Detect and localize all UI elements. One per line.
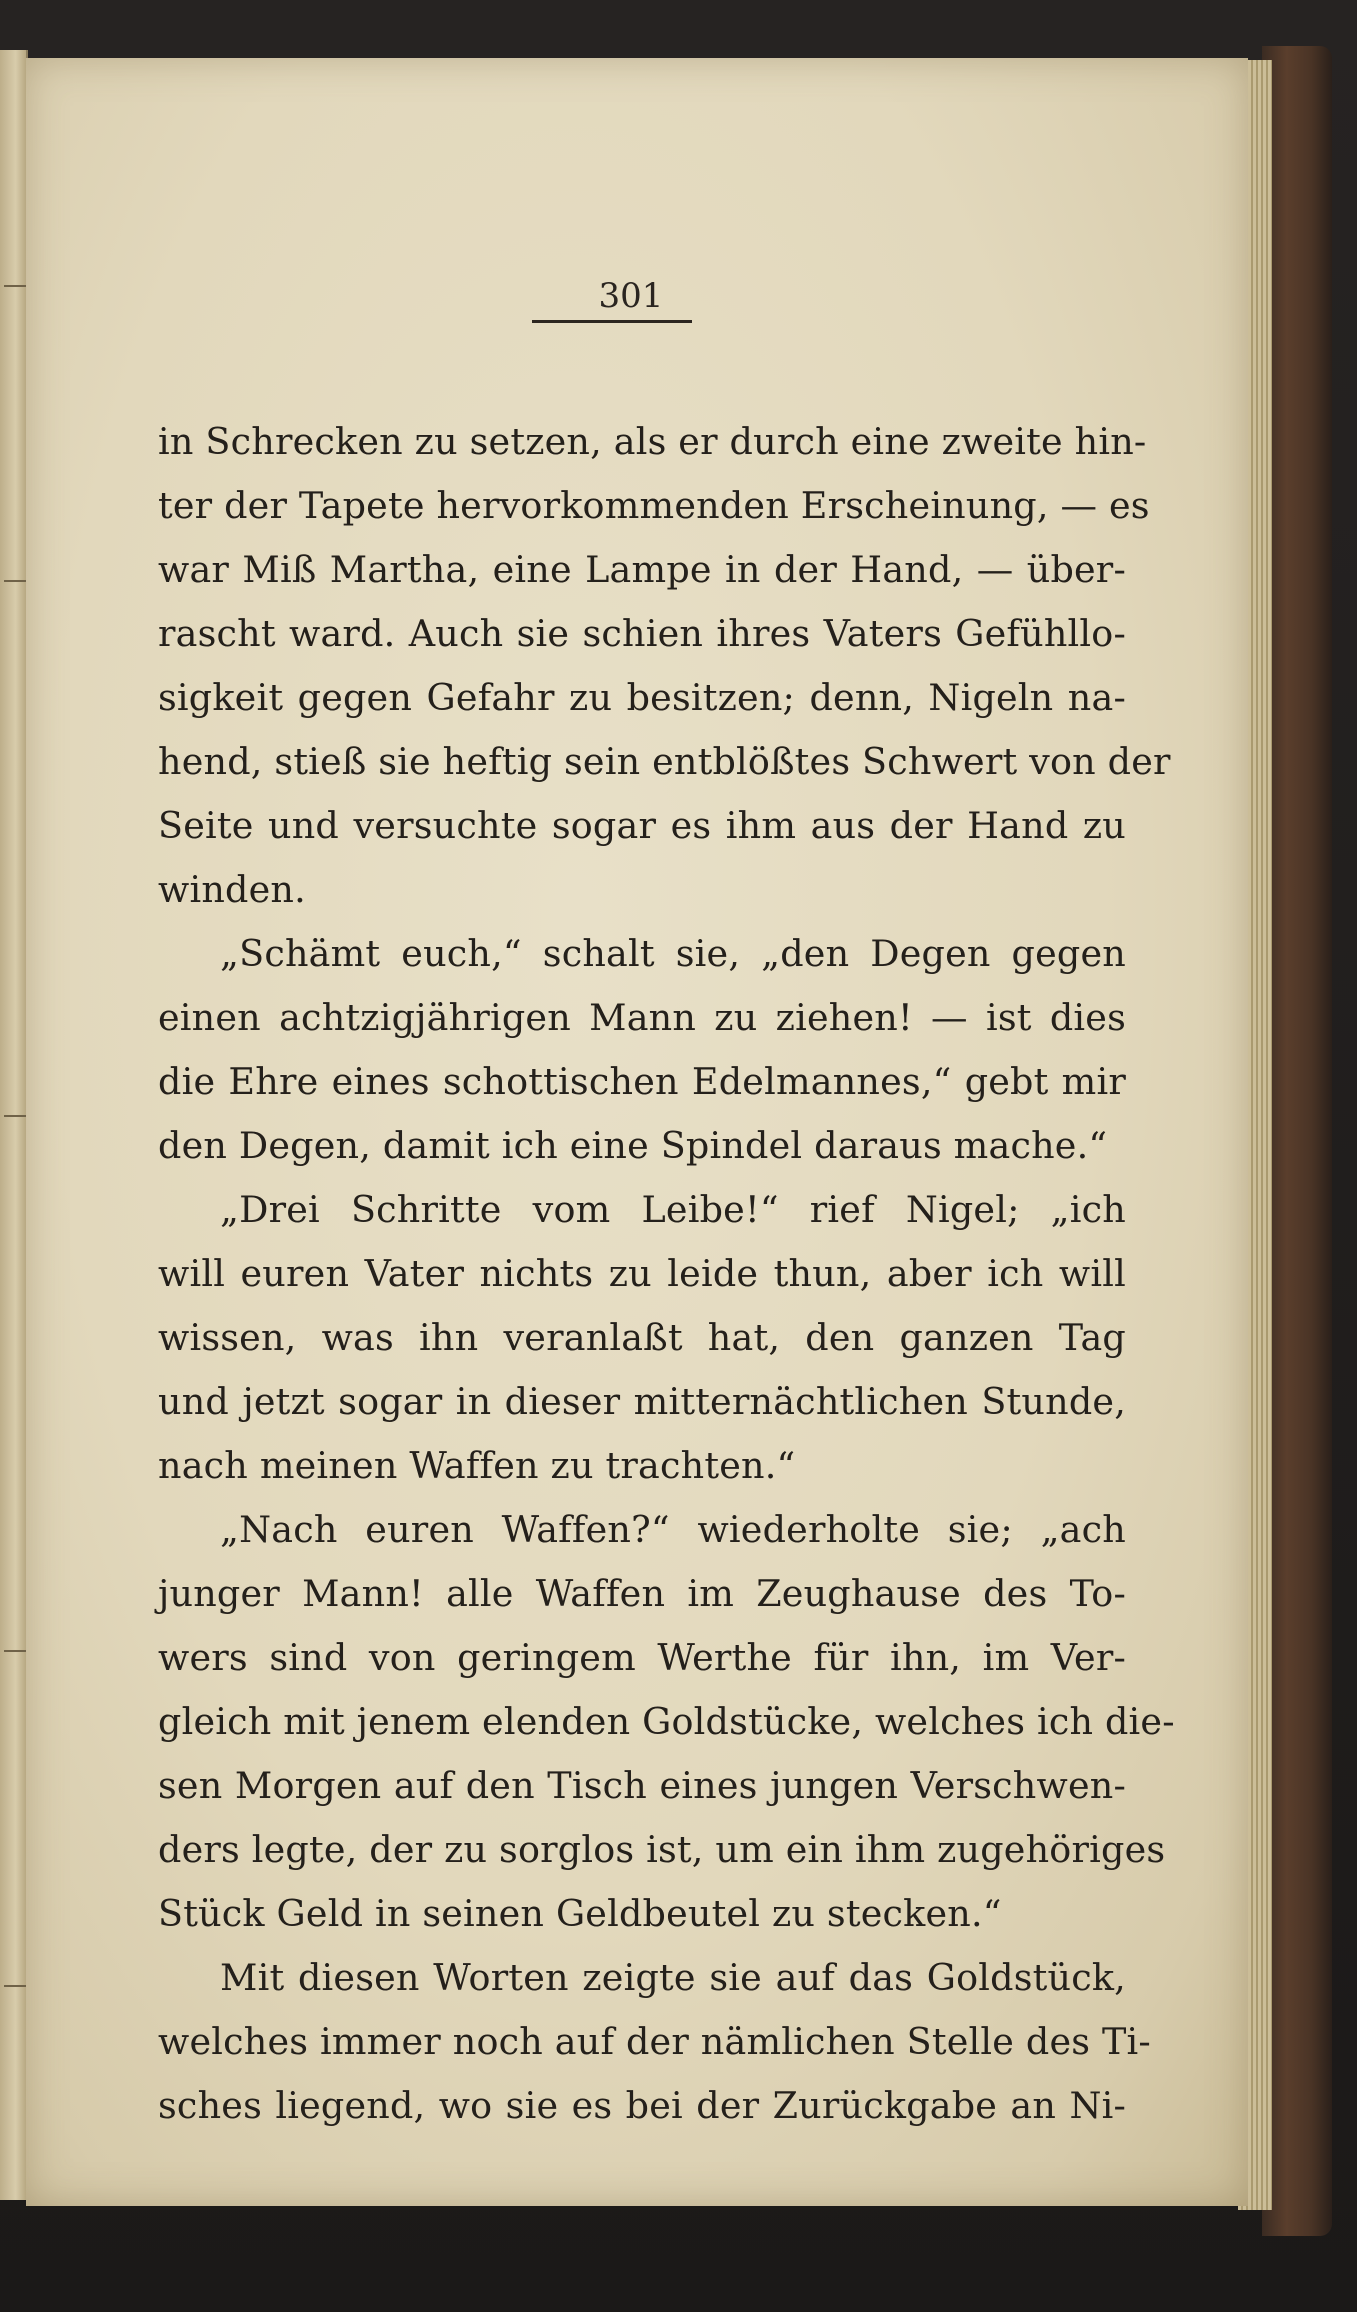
text-line: ter der Tapete hervorkommenden Erscheinung, — es — [158, 484, 1150, 527]
margin-mark — [4, 1650, 26, 1652]
text-line: den Degen, damit ich eine Spindel daraus mache.“ — [158, 1124, 1108, 1167]
text-line: nach meinen Waffen zu trachten.“ — [158, 1444, 796, 1487]
text-line: war Miß Martha, eine Lampe in der Hand, — über- — [158, 548, 1126, 591]
text-line: Seite und versuchte sogar es ihm aus der Hand zu — [158, 804, 1126, 847]
book-page — [26, 58, 1248, 2206]
text-line: wissen, was ihn veranlaßt hat, den ganzen Tag — [158, 1316, 1126, 1359]
margin-mark — [4, 1985, 26, 1987]
margin-mark — [4, 1115, 26, 1117]
text-line: Mit diesen Worten zeigte sie auf das Goldstück, — [220, 1956, 1126, 1999]
text-line: sen Morgen auf den Tisch eines jungen Verschwen- — [158, 1764, 1126, 1807]
page-body-text — [158, 410, 1175, 2138]
text-line: junger Mann! alle Waffen im Zeughause des To- — [158, 1572, 1126, 1615]
text-line: winden. — [158, 868, 306, 911]
text-line: die Ehre eines schottischen Edelmannes,“ gebt mir — [158, 1060, 1126, 1103]
text-line: in Schrecken zu setzen, als er durch eine zweite hin- — [158, 420, 1147, 463]
text-line: wers sind von geringem Werthe für ihn, im Ver- — [158, 1636, 1126, 1679]
text-line: „Schämt euch,“ schalt sie, „den Degen gegen — [220, 932, 1126, 975]
book-cover-edge — [1262, 46, 1332, 2236]
left-page-edge — [0, 50, 28, 2200]
text-line: welches immer noch auf der nämlichen Stelle des Ti- — [158, 2020, 1151, 2063]
text-line: rascht ward. Auch sie schien ihres Vaters Gefühllo- — [158, 612, 1126, 655]
text-line: „Nach euren Waffen?“ wiederholte sie; „ach — [220, 1508, 1126, 1551]
text-line: einen achtzigjährigen Mann zu ziehen! — ist dies — [158, 996, 1126, 1039]
text-line: ders legte, der zu sorglos ist, um ein ihm zugehöriges — [158, 1828, 1166, 1871]
header-rule — [532, 320, 692, 323]
text-line: gleich mit jenem elenden Goldstücke, welches ich die- — [158, 1700, 1175, 1743]
margin-mark — [4, 580, 26, 582]
text-line: Stück Geld in seinen Geldbeutel zu stecken.“ — [158, 1892, 1002, 1935]
text-line: sigkeit gegen Gefahr zu besitzen; denn, Nigeln na- — [158, 676, 1126, 719]
text-line: „Drei Schritte vom Leibe!“ rief Nigel; „ich — [220, 1188, 1126, 1231]
text-line: hend, stieß sie heftig sein entblößtes Schwert von der — [158, 740, 1171, 783]
text-line: will euren Vater nichts zu leide thun, aber ich will — [158, 1252, 1126, 1295]
text-line: sches liegend, wo sie es bei der Zurückgabe an Ni- — [158, 2084, 1126, 2127]
text-line: und jetzt sogar in dieser mitternächtlichen Stunde, — [158, 1380, 1126, 1423]
page-number: 301 — [598, 276, 664, 316]
margin-mark — [4, 285, 26, 287]
